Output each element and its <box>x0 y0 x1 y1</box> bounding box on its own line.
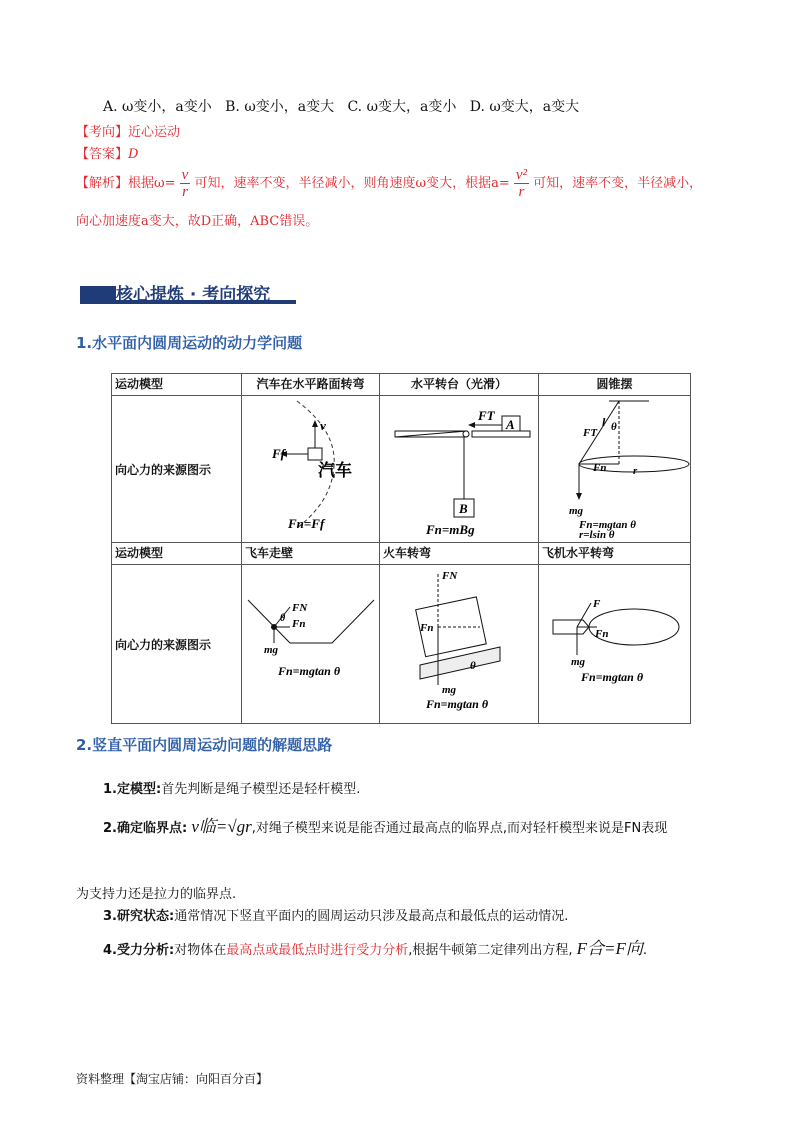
newton-formula: F合=F向 <box>576 939 643 958</box>
svg-text:θ: θ <box>470 660 476 672</box>
svg-text:r=lsin θ: r=lsin θ <box>579 529 615 539</box>
svg-text:F: F <box>593 598 601 610</box>
table-row-2 <box>112 565 691 724</box>
header-cell: 运动模型 <box>112 374 242 396</box>
step-1: 1.定模型:首先判断是绳子模型还是轻杆模型. <box>103 782 361 797</box>
header-cell: 飞机水平转弯 <box>539 543 691 565</box>
row-label: 向心力的来源图示 <box>112 565 242 724</box>
analysis-line <box>76 167 702 200</box>
svg-text:l: l <box>602 415 606 429</box>
svg-text:Fn: Fn <box>420 622 434 634</box>
fraction-v2-over-r: $\frac{\text{v²}}{r}$ <box>515 167 528 200</box>
option-a-label: A. <box>103 99 118 115</box>
analysis-tag: 【解析】 <box>76 176 129 191</box>
step-2: 2.确定临界点: v临=√gr,对绳子模型来说是能否通过最高点的临界点,而对轻杆模型来说是FN表现 <box>103 817 668 836</box>
option-b-text: ω变小，a变大 <box>244 99 335 115</box>
step-2-continued: 为支持力还是拉力的临界点. <box>76 887 237 902</box>
svg-text:A: A <box>506 417 515 432</box>
table-header-row-2 <box>112 543 691 565</box>
train-turn-diagram <box>380 565 538 720</box>
option-c-text: ω变大，a变小 <box>366 99 457 115</box>
svg-text:mg: mg <box>442 684 457 696</box>
svg-text:Fn: Fn <box>292 618 306 630</box>
turntable-diagram-cell <box>380 396 539 543</box>
analysis-p3: 可知，速率不变，半径减小， <box>533 176 703 191</box>
models-table <box>111 373 691 724</box>
conical-diagram-cell <box>539 396 691 543</box>
step-4: 4.受力分析:对物体在最高点或最低点时进行受力分析,根据牛顿第二定律列出方程, F合=F向. <box>103 939 648 958</box>
row-label: 向心力的来源图示 <box>112 396 242 543</box>
wall-diagram-cell <box>242 565 380 724</box>
svg-text:FN: FN <box>442 570 458 582</box>
tension-label: FT <box>478 408 495 423</box>
svg-text:Fn: Fn <box>593 462 607 474</box>
section-1-title: 1.水平面内圆周运动的动力学问题 <box>76 334 303 352</box>
footer-note: 资料整理【淘宝店铺：向阳百分百】 <box>76 1072 269 1086</box>
kaoxiang-text: 近心运动 <box>128 125 181 140</box>
header-cell: 运动模型 <box>112 543 242 565</box>
kaoxiang-tag: 【考向】 <box>76 125 129 140</box>
answer-options <box>103 96 579 116</box>
svg-text:mg: mg <box>571 656 586 668</box>
answer-line <box>76 143 138 162</box>
kaoxiang-line <box>76 121 180 140</box>
svg-text:r: r <box>633 465 638 477</box>
header-cell: 水平转台（光滑） <box>380 374 539 396</box>
section-2-title: 2.竖直平面内圆周运动问题的解题思路 <box>76 736 333 754</box>
analysis-p1: 根据ω= <box>128 176 176 191</box>
option-c-label: C. <box>347 99 363 115</box>
svg-text:θ: θ <box>280 613 286 624</box>
banner-title: 核心提炼 · 考向探究 <box>116 285 271 305</box>
car-block <box>308 448 322 460</box>
car-diagram-cell <box>242 396 380 543</box>
car-turn-diagram <box>242 396 379 539</box>
turntable-diagram <box>380 396 538 539</box>
option-a-text: ω变小，a变小 <box>122 99 212 115</box>
fraction-v-over-r: $\frac{v}{r}$ <box>181 167 189 200</box>
svg-text:Fn: Fn <box>595 628 609 640</box>
svg-text:FT: FT <box>583 427 598 439</box>
plane-turn-diagram <box>539 565 690 720</box>
car-formula: Fn=Ff <box>288 516 325 531</box>
svg-text:Fn=mgtan θ: Fn=mgtan θ <box>579 519 636 531</box>
option-d-text: ω变大，a变大 <box>489 99 580 115</box>
analysis-p2: 可知，速率不变，半径减小，则角速度ω变大，根据a= <box>194 176 510 191</box>
velocity-label: v <box>320 418 326 433</box>
critical-velocity-formula: v临=√gr <box>191 817 252 836</box>
svg-text:mg: mg <box>264 644 279 656</box>
analysis-line-2: 向心加速度a变大，故D正确，ABC错误。 <box>76 214 319 229</box>
svg-text:Fn=mgtan θ: Fn=mgtan θ <box>278 664 341 678</box>
svg-text:Fn=mgtan θ: Fn=mgtan θ <box>426 697 489 711</box>
svg-text:mg: mg <box>569 505 584 517</box>
table-header-row-1 <box>112 374 691 396</box>
friction-label: Ff <box>272 446 285 461</box>
answer-tag: 【答案】 <box>76 147 129 162</box>
table-row-1 <box>112 396 691 543</box>
option-b-label: B. <box>225 99 240 115</box>
answer-text: D <box>128 147 139 162</box>
header-cell: 火车转弯 <box>380 543 539 565</box>
wall-riding-diagram <box>242 565 379 720</box>
svg-text:B: B <box>459 501 468 516</box>
step-3: 3.研究状态:通常情况下竖直平面内的圆周运动只涉及最高点和最低点的运动情况. <box>103 909 569 924</box>
svg-text:θ: θ <box>611 421 617 433</box>
conical-pendulum-diagram <box>539 396 690 539</box>
header-cell: 汽车在水平路面转弯 <box>242 374 380 396</box>
turntable-formula: Fn=mBg <box>426 522 475 537</box>
svg-text:FN: FN <box>292 602 308 614</box>
header-cell: 飞车走壁 <box>242 543 380 565</box>
plane-diagram-cell <box>539 565 691 724</box>
train-diagram-cell <box>380 565 539 724</box>
svg-text:Fn=mgtan θ: Fn=mgtan θ <box>581 670 644 684</box>
car-label: 汽车 <box>318 461 352 480</box>
header-cell: 圆锥摆 <box>539 374 691 396</box>
option-d-label: D. <box>469 99 485 115</box>
